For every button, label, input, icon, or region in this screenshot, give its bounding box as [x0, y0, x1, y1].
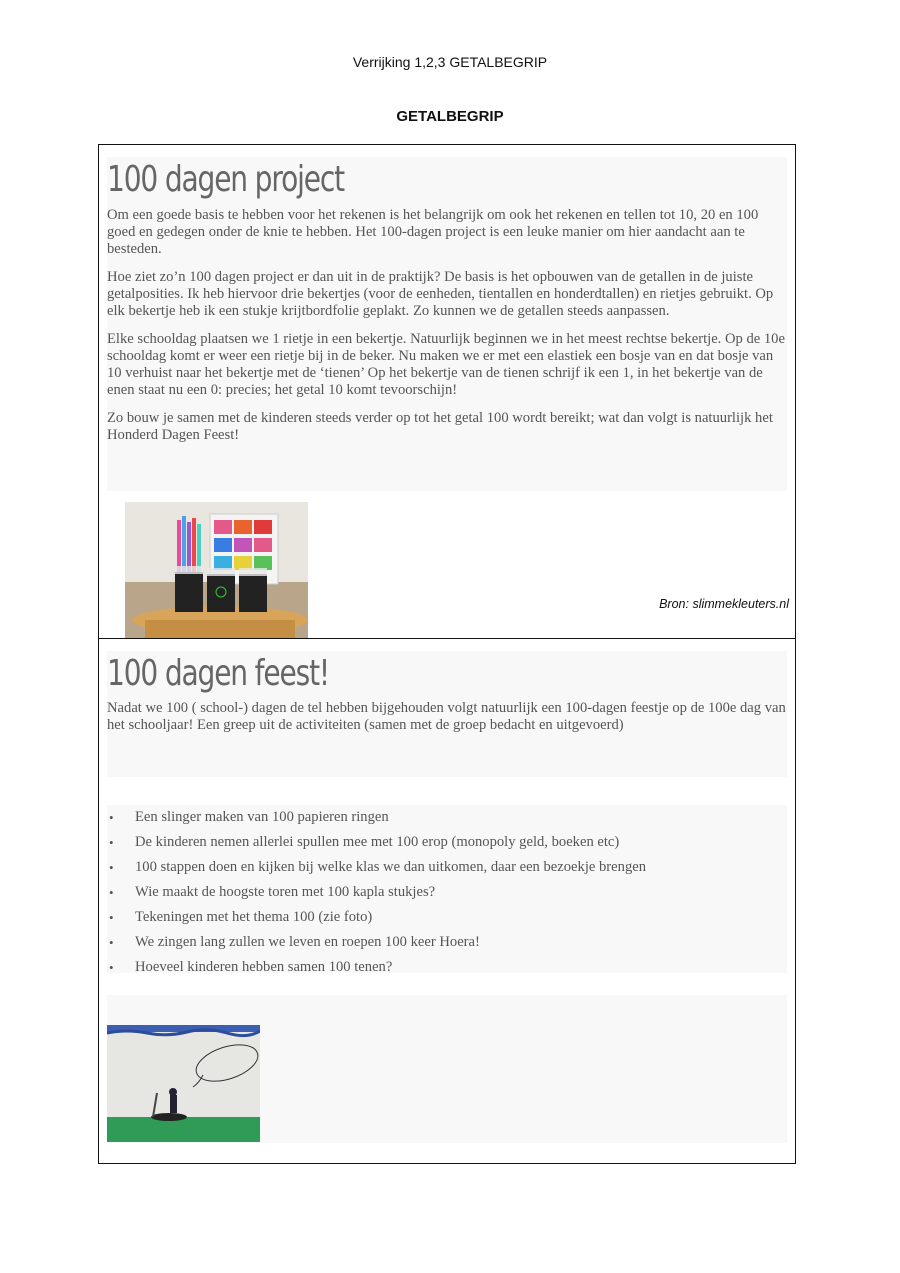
child-drawing-photo — [107, 1025, 260, 1142]
project-paragraph-4: Zo bouw je samen met de kinderen steeds verder op tot het getal 100 wordt bereikt; wat dan volgt is natuurlijk het Honderd Dagen Feest! — [107, 410, 773, 443]
list-item: • Hoeveel kinderen hebben samen 100 tenen? — [107, 955, 787, 980]
project-paragraph-1: Om een goede basis te hebben voor het rekenen is het belangrijk om ook het rekenen en tellen tot 10, 20 en 100 goed en gedegen onder de knie te hebben. Het 100-dagen project is een leuke manier om hier aandacht aan te besteden. — [107, 207, 759, 257]
photo-credit: Bron: slimmekleuters.nl — [659, 597, 789, 611]
cups-straws-photo — [125, 502, 308, 639]
list-item: • We zingen lang zullen we leven en roepen 100 keer Hoera! — [107, 930, 787, 955]
list-item: • Tekeningen met het thema 100 (zie foto) — [107, 905, 787, 930]
project-heading: 100 dagen project — [107, 159, 344, 200]
running-header: Verrijking 1,2,3 GETALBEGRIP — [352, 54, 548, 70]
feest-intro: Nadat we 100 ( school-) dagen de tel hebben bijgehouden volgt natuurlijk een 100-dagen feestje op de 100e dag van het schooljaar! Een greep uit de activiteiten (samen met de groep bedacht en uitgevoerd) — [107, 700, 786, 733]
activities-list — [107, 805, 787, 980]
project-paragraph-3: Elke schooldag plaatsen we 1 rietje in een bekertje. Natuurlijk beginnen we in het meest rechtse bekertje. Op de 10e schooldag komt er weer een rietje bij in de beker. Nu maken we er met een elastiek een bosje van en dat bosje van 10 verhuist naar het bekertje met de ‘tienen’ Op het bekertje van de tienen schrijf ik een 1, in het bekertje van de enen staat nu een 0: precies; het getal 10 komt tevoorschijn! — [107, 331, 785, 398]
list-item: • De kinderen nemen allerlei spullen mee met 100 erop (monopoly geld, boeken etc) — [107, 830, 787, 855]
page-subtitle: GETALBEGRIP — [396, 108, 504, 125]
project-section — [98, 144, 796, 640]
project-paragraph-2: Hoe ziet zo’n 100 dagen project er dan uit in de praktijk? De basis is het opbouwen van de getallen in de juiste getalposities. Ik heb hiervoor drie bekertjes (voor de eenheden, tientallen en honderdtallen) en rietjes gebruikt. Op elk bekertje heb ik een stukje krijtbordfolie geplakt. Zo kunnen we de getallen steeds aanpassen. — [107, 269, 774, 319]
project-text-panel — [107, 157, 787, 491]
activities-panel — [107, 805, 787, 973]
list-item: • 100 stappen doen en kijken bij welke klas we dan uitkomen, daar een bezoekje brengen — [107, 855, 787, 880]
list-item: • Een slinger maken van 100 papieren ringen — [107, 805, 787, 830]
feest-heading: 100 dagen feest! — [107, 653, 329, 694]
feest-section — [98, 638, 796, 1164]
list-item: • Wie maakt de hoogste toren met 100 kapla stukjes? — [107, 880, 787, 905]
feest-intro-panel — [107, 651, 787, 777]
